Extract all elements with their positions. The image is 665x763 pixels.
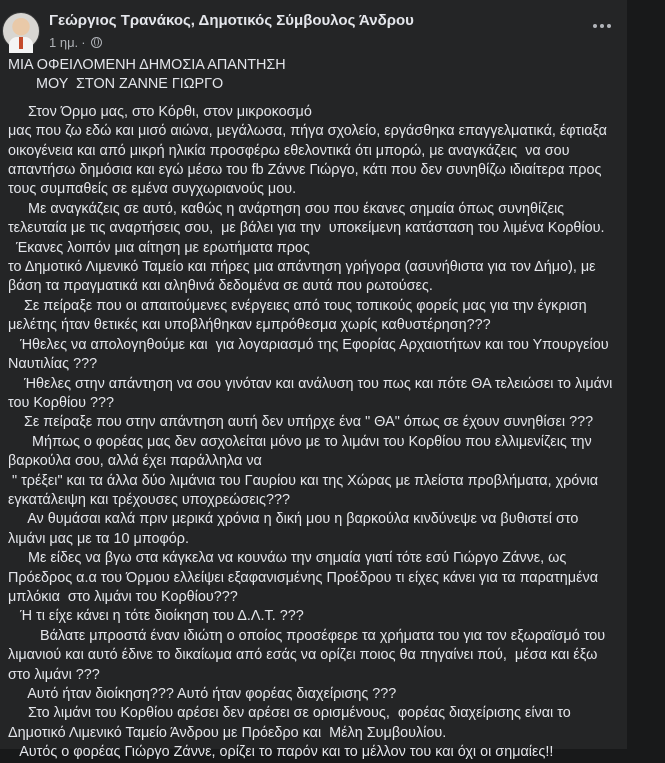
- globe-icon[interactable]: [91, 37, 102, 48]
- post-text-line: απαντήσω δημόσια και εγώ μέσω του fb Ζάννε Γιώργο, κάτι που δεν συνηθίζω ιδιαίτερα προς: [8, 162, 602, 179]
- post-text-line: λιμάνι μας με τα 10 μποφόρ.: [8, 530, 189, 547]
- post-text-line: βάση τα πραγματικά και αληθινά δεδομένα σε αυτά που ρωτούσες.: [8, 278, 433, 295]
- post-text-line: Μήπως ο φορέας μας δεν ασχολείται μόνο με το λιμάνι του Κορθίου που ελλιμενίζεις την: [8, 433, 592, 450]
- post-text-line: Δημοτικό Λιμενικό Ταμείο Άνδρου με Πρόεδρο και Μέλη Συμβουλίου.: [8, 724, 447, 741]
- post-text-line: Με είδες να βγω στα κάγκελα να κουνάω την σημαία γιατί τότε εσύ Γιώργο Ζάννε, ως: [8, 550, 567, 567]
- post-text-line: Με αναγκάζεις σε αυτό, καθώς η ανάρτηση σου που έκανες σημαία όπως συνηθίζεις: [8, 200, 565, 217]
- meta-separator: ·: [81, 35, 86, 50]
- post-text-line: βαρκούλα σου, αλλά έχει παράλληλα να: [8, 453, 262, 470]
- post-meta: [49, 35, 102, 50]
- post-text-line: Αυτό ήταν διοίκηση??? Αυτό ήταν φορέας διαχείρισης ???: [8, 686, 397, 702]
- post-text-line: του Κορθίου ???: [8, 394, 115, 411]
- post-text-line: μελέτης ήταν θετικές και υποβλήθηκαν εμπρόθεσμα χωρίς καθυστέρηση???: [8, 317, 491, 334]
- post-text-line: Πρόεδρος α.α του Όρμου ελλείψει εξαφανισμένης Προέδρου τι είχες κάνει για τα παρατημένα: [8, 569, 599, 586]
- post-text-line: εγκατάλειψη και τρέχουσες υποχρεώσεις???: [8, 491, 290, 508]
- post-text-line: [8, 95, 615, 103]
- post-text-line: τελευταία με τις αναρτήσεις σου, με βάλει για την υποκείμενη κατάσταση του λιμένα Κορθίου.: [8, 220, 605, 237]
- post-time[interactable]: 1 ημ.: [49, 35, 79, 50]
- post-text-line: Έκανες λοιπόν μια αίτηση με ερωτήματα προς: [8, 239, 310, 256]
- post-text-line: Στον Όρμο μας, στο Κόρθι, στον μικροκοσμό: [8, 103, 312, 120]
- post-text-line: ΜΟΥ ΣΤΟΝ ΖΑΝΝΕ ΓΙΩΡΓΟ: [8, 76, 224, 93]
- post-text-line: " τρέξει" και τα άλλα δύο λιμάνια του Γαυρίου και της Χώρας με πλείστα προβλήματα, χρόνια: [8, 472, 599, 489]
- post-text-line: Σε πείραξε που οι απαιτούμενες ενέργειες από τους τοπικούς φορείς μας για την έγκριση: [8, 297, 587, 314]
- post-text-line: Ή τι είχε κάνει η τότε διοίκηση του Δ.Λ.Τ. ???: [8, 608, 304, 625]
- post-text-line: οικογένεια και από μικρή ηλικία προσφέρω εθελοντικά ότι μπορώ, με αναγκάζεις να σου: [8, 142, 570, 159]
- post-text-line: Σε πείραξε που στην απάντηση αυτή δεν υπήρχε ένα " ΘΑ" όπως σε έχουν συνηθίσει ???: [8, 414, 594, 431]
- post-text-line: Βάλατε μπροστά έναν ιδιώτη ο οποίος προσέφερε τα χρήματα του για τον εξωραϊσμό του: [8, 627, 606, 644]
- post-text-line: μας που ζω εδώ και μισό αιώνα, μεγάλωσα, πήγα σχολείο, εργάσθηκα επαγγελματικά, έφτιαξα: [8, 123, 608, 140]
- post-text-line: λιμανιού και αυτό έδινε το δικαίωμα από εσάς να ορίζει ποιος θα πηγαίνει πού, μέσα και έξω: [8, 647, 598, 664]
- avatar-tie: [19, 37, 23, 49]
- post-text-line: στο λιμάνι ???: [8, 666, 100, 683]
- post-text-line: το Δημοτικό Λιμενικό Ταμείο και πήρες μια απάντηση γρήγορα (ασυνήθιστα για τον Δήμο), με: [8, 259, 596, 276]
- more-options-icon[interactable]: [591, 15, 613, 37]
- post-text-line: τους συμπαθείς σε εμένα συγχωριανούς μου.: [8, 181, 297, 198]
- post-text-line: Ήθελες να απολογηθούμε και για λογαριασμό της Εφορίας Αρχαιοτήτων και του Υπουργείου: [8, 336, 609, 353]
- post-text-line: ΜΙΑ ΟΦΕΙΛΟΜΕΝΗ ΔΗΜΟΣΙΑ ΑΠΑΝΤΗΣΗ: [8, 57, 286, 73]
- post-text-line: Ναυτιλίας ???: [8, 356, 98, 373]
- post-text-line: μπλόκια στο λιμάνι του Κορθίου???: [8, 588, 238, 605]
- post-header: [0, 0, 627, 56]
- post-text-line: Αν θυμάσαι καλά πριν μερικά χρόνια η δική μου η βαρκούλα κινδύνεψε να βυθιστεί στο: [8, 511, 579, 528]
- author-name[interactable]: Γεώργιος Τρανάκος, Δημοτικός Σύμβουλος Άνδρου: [49, 12, 414, 29]
- post-text-line: Στο λιμάνι του Κορθίου αρέσει δεν αρέσει σε ορισμένους, φορέας διαχείρισης είναι το: [8, 705, 571, 722]
- post-text: [8, 56, 615, 763]
- author-avatar[interactable]: [2, 12, 40, 50]
- post-text-line: Αυτός ο φορέας Γιώργο Ζάννε, ορίζει το παρόν και το μέλλον του και όχι οι σημαίες!!: [8, 744, 554, 761]
- post-text-line: Ήθελες στην απάντηση να σου γινόταν και ανάλυση του πως και πότε ΘΑ τελειώσει το λιμάνι: [8, 375, 613, 392]
